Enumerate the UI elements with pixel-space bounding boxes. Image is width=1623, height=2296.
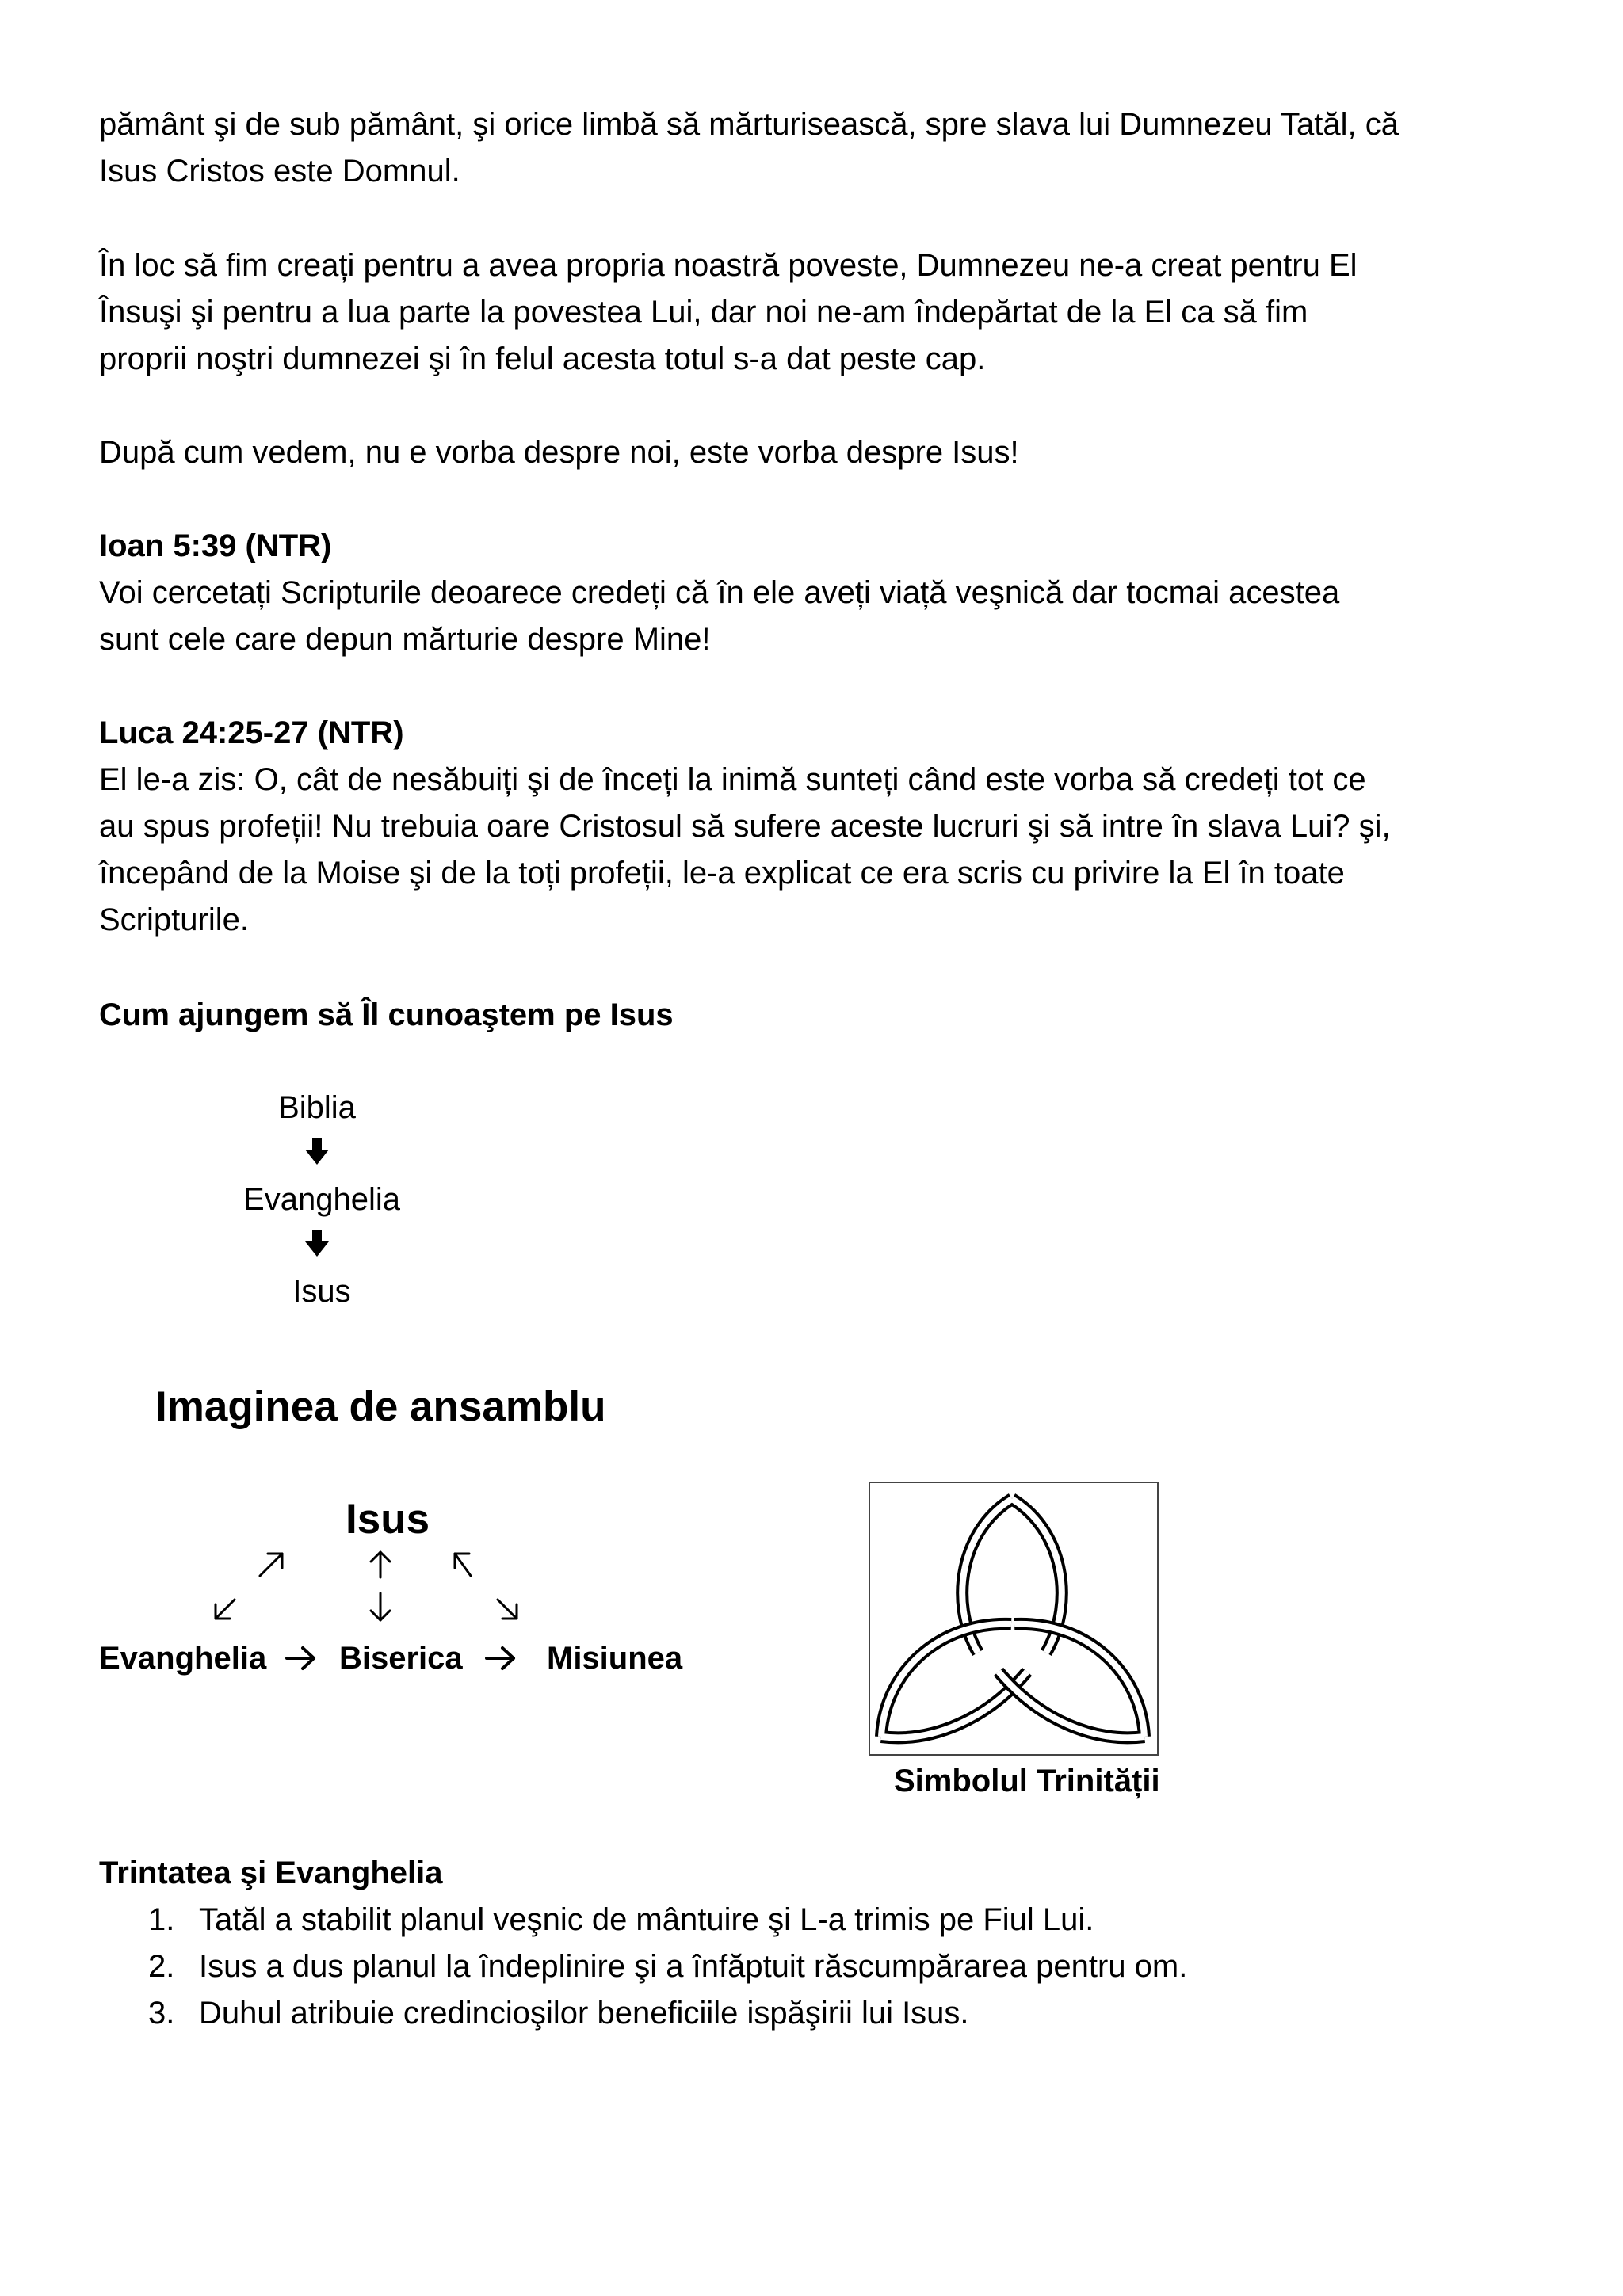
list-number: 2. (148, 1949, 175, 1984)
section-heading: Trintatea şi Evanghelia (99, 1855, 443, 1890)
flow-step-biblia: Biblia (278, 1090, 356, 1125)
diagram-biserica: Biserica (339, 1641, 463, 1676)
intro-paragraph-2 (99, 242, 1549, 383)
section-title: Imaginea de ansamblu (155, 1383, 606, 1430)
list-item (99, 1897, 1526, 1943)
list-number: 1. (148, 1902, 175, 1937)
arrow-right-icon (483, 1645, 518, 1672)
verse-luca (99, 710, 1549, 944)
text-line: El le-a zis: O, cât de nesăbuiți şi de înceți la inimă sunteți când este vorba să credeți tot ce (99, 762, 1366, 797)
arrow-down-left-icon (216, 1600, 235, 1619)
verse-ioan (99, 523, 1549, 663)
text-line: Voi cercetați Scripturile deoarece credeți că în ele aveți viață veşnică dar tocmai acestea (99, 575, 1340, 610)
text-line: pământ şi de sub pământ, şi orice limbă să mărturisească, spre slava lui Dumnezeu Tatăl, că (99, 107, 1400, 142)
list-text: Duhul atribuie credincioşilor beneficiile ispăşirii lui Isus. (199, 1996, 969, 2031)
text-line: Scripturile. (99, 902, 249, 937)
text-line: Isus Cristos este Domnul. (99, 154, 460, 189)
arrow-down-right-icon (498, 1600, 517, 1619)
arrow-up-left-icon (455, 1554, 471, 1576)
intro-paragraph-3 (99, 429, 1549, 476)
diagram-evanghelia: Evanghelia (99, 1641, 267, 1676)
text-line: au spus profeții! Nu trebuia oare Cristosul să sufere aceste lucruri şi să intre în slava Lui? şi, (99, 809, 1391, 844)
list-item (99, 1990, 1526, 2037)
arrows-group (214, 1549, 531, 1628)
list-text: Isus a dus planul la îndeplinire şi a înfăptuit răscumpărarea pentru om. (199, 1949, 1188, 1984)
text-line: În loc să fim creați pentru a avea propria noastră poveste, Dumnezeu ne-a creat pentru El (99, 248, 1358, 283)
symbol-caption: Simbolul Trinității (894, 1764, 1160, 1798)
arrow-up-icon (371, 1552, 390, 1577)
flow-step-isus: Isus (292, 1274, 351, 1309)
list-number: 3. (148, 1996, 175, 2031)
verse-reference: Luca 24:25-27 (NTR) (99, 715, 404, 750)
flow-step-evanghelia: Evanghelia (243, 1182, 400, 1217)
list-item (99, 1943, 1526, 1990)
text-line: începând de la Moise şi de la toți profeții, le-a explicat ce era scris cu privire la El în toate (99, 856, 1345, 891)
text-line: După cum vedem, nu e vorba despre noi, este vorba despre Isus! (99, 435, 1019, 470)
down-arrow-icon (305, 1138, 329, 1165)
numbered-list (99, 1897, 1526, 2037)
down-arrow-icon (305, 1230, 329, 1257)
arrow-right-icon (284, 1645, 319, 1672)
trinity-knot-icon (869, 1482, 1159, 1756)
text-line: proprii noştri dumnezei şi în felul acesta totul s-a dat peste cap. (99, 341, 986, 376)
arrow-up-right-icon (260, 1554, 282, 1576)
diagram-misiunea: Misiunea (547, 1641, 683, 1676)
arrow-down-icon (371, 1593, 390, 1620)
list-text: Tatăl a stabilit planul veşnic de mântuire şi L-a trimis pe Fiul Lui. (199, 1902, 1094, 1937)
diagram-top-isus: Isus (346, 1496, 430, 1543)
text-line: Însuşi şi pentru a lua parte la povestea Lui, dar noi ne-am îndepărtat de la El ca să fim (99, 295, 1308, 330)
text-line: sunt cele care depun mărturie despre Mine! (99, 622, 711, 657)
intro-paragraph-1 (99, 101, 1549, 195)
verse-reference: Ioan 5:39 (NTR) (99, 528, 332, 563)
section-heading: Cum ajungem să Îl cunoaştem pe Isus (99, 997, 674, 1032)
